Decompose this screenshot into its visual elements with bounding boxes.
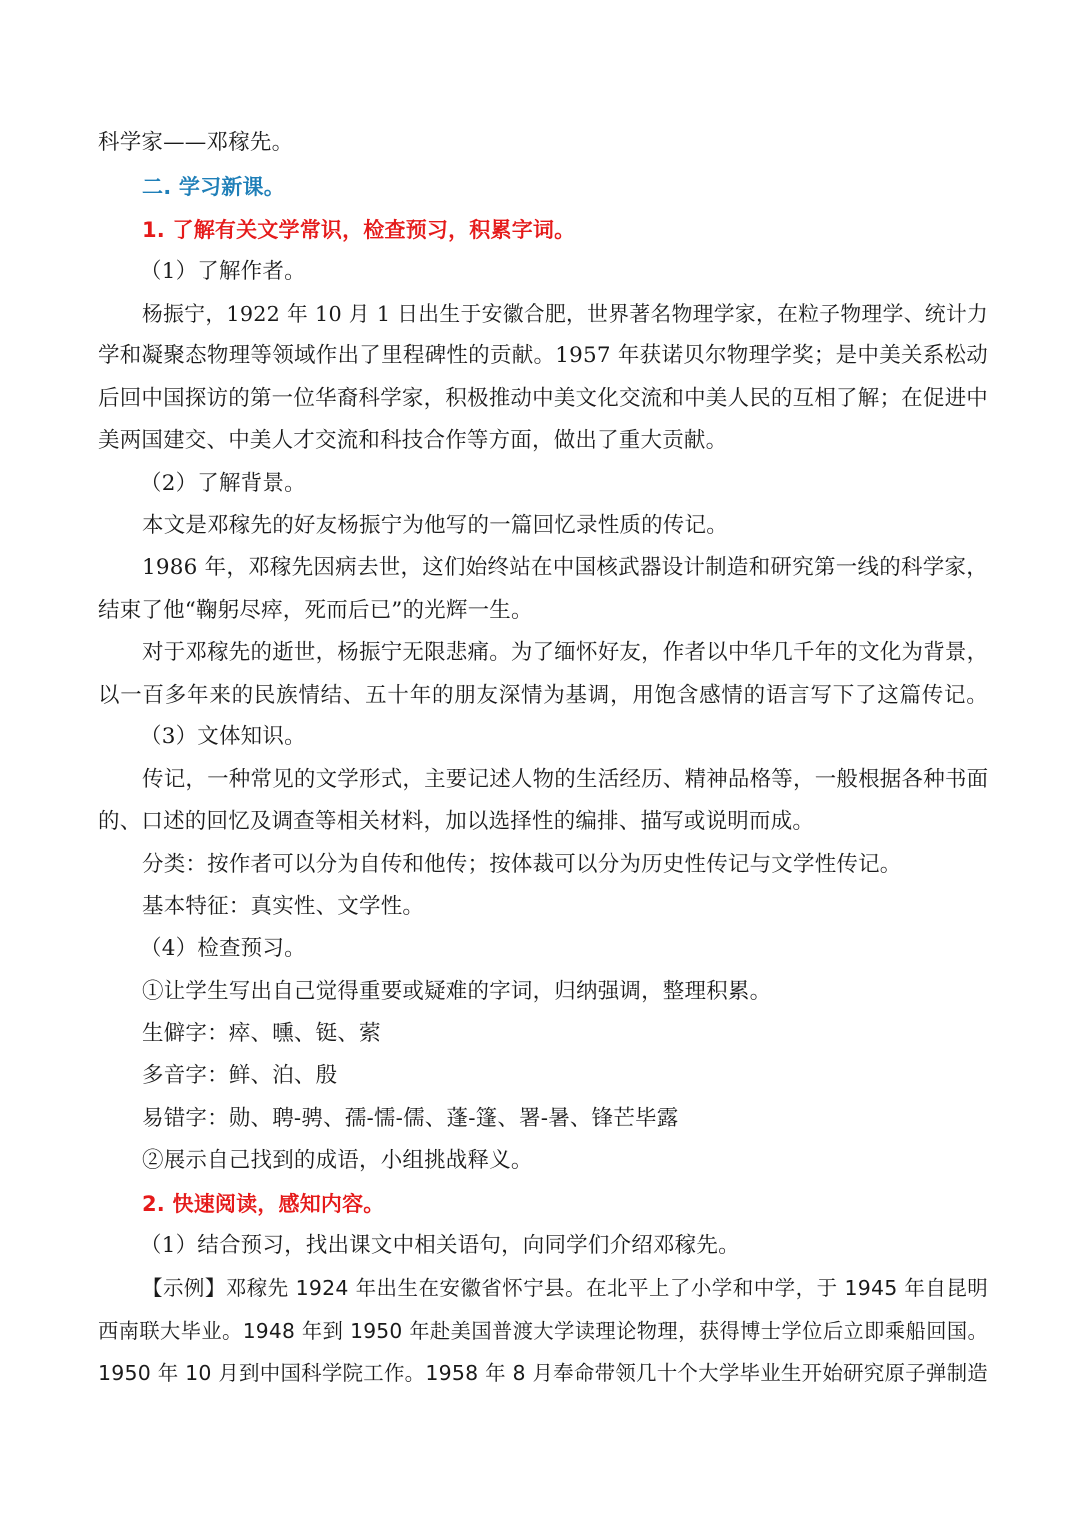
paragraph-line: 对于邓稼先的逝世，杨振宁无限悲痛。为了缅怀好友，作者以中华几千年的文化为背景， xyxy=(142,640,989,665)
paragraph-line: ①让学生写出自己觉得重要或疑难的字词，归纳强调，整理积累。 xyxy=(142,979,772,1004)
paragraph-line: 1986 年，邓稼先因病去世，这们始终站在中国核武器设计制造和研究第一线的科学家， xyxy=(142,555,988,580)
vocab-line: 多音字：鲜、泊、殷 xyxy=(142,1063,338,1088)
paragraph-line: 美两国建交、中美人才交流和科技合作等方面，做出了重大贡献。 xyxy=(98,428,728,453)
item-heading: （1）了解作者。 xyxy=(140,259,306,284)
section-heading: 二. 学习新课。 xyxy=(142,175,285,199)
subsection-heading: 2. 快速阅读，感知内容。 xyxy=(142,1192,385,1216)
paragraph-line: 本文是邓稼先的好友杨振宁为他写的一篇回忆录性质的传记。 xyxy=(142,513,728,538)
paragraph-line: 学和凝聚态物理等领域作出了里程碑性的贡献。1957 年获诺贝尔物理学奖；是中美关系松动 xyxy=(98,343,988,368)
vocab-line: 易错字：勋、聘-骋、孺-懦-儒、蓬-篷、署-暑、锋芒毕露 xyxy=(142,1106,679,1131)
vocab-line: 生僻字：瘁、曛、铤、萦 xyxy=(142,1021,381,1046)
item-heading: （4）检查预习。 xyxy=(140,936,306,961)
paragraph-line: 基本特征：真实性、文学性。 xyxy=(142,894,425,919)
item-heading: （1）结合预习，找出课文中相关语句，向同学们介绍邓稼先。 xyxy=(140,1233,740,1258)
paragraph-line: 以一百多年来的民族情结、五十年的朋友深情为基调，用饱含感情的语言写下了这篇传记。 xyxy=(98,683,988,708)
example-line: 【示例】邓稼先 1924 年出生在安徽省怀宁县。在北平上了小学和中学，于 1945 年自昆明 xyxy=(142,1276,988,1300)
paragraph-line: 传记，一种常见的文学形式，主要记述人物的生活经历、精神品格等，一般根据各种书面 xyxy=(142,767,989,792)
paragraph-line: 的、口述的回忆及调查等相关材料，加以选择性的编排、描写或说明而成。 xyxy=(98,809,815,834)
subsection-heading: 1. 了解有关文学常识，检查预习，积累字词。 xyxy=(142,218,576,242)
item-heading: （2）了解背景。 xyxy=(140,471,306,496)
example-line: 1950 年 10 月到中国科学院工作。1958 年 8 月奉命带领几十个大学毕业生开始研究原子弹制造 xyxy=(98,1361,988,1385)
paragraph-line: 后回中国探访的第一位华裔科学家，积极推动中美文化交流和中美人民的互相了解；在促进中 xyxy=(98,386,988,411)
paragraph-line: ②展示自己找到的成语，小组挑战释义。 xyxy=(142,1148,533,1173)
paragraph-line: 结束了他“鞠躬尽瘁，死而后已”的光辉一生。 xyxy=(98,598,533,623)
item-heading: （3）文体知识。 xyxy=(140,724,306,749)
example-line: 西南联大毕业。1948 年到 1950 年赴美国普渡大学读理论物理，获得博士学位后立即乘船回国。 xyxy=(98,1319,988,1343)
paragraph-line: 分类：按作者可以分为自传和他传；按体裁可以分为历史性传记与文学性传记。 xyxy=(142,852,902,877)
text-line: 科学家——邓稼先。 xyxy=(98,130,294,155)
paragraph-line: 杨振宁，1922 年 10 月 1 日出生于安徽合肥，世界著名物理学家，在粒子物理学、统计力 xyxy=(142,302,988,326)
